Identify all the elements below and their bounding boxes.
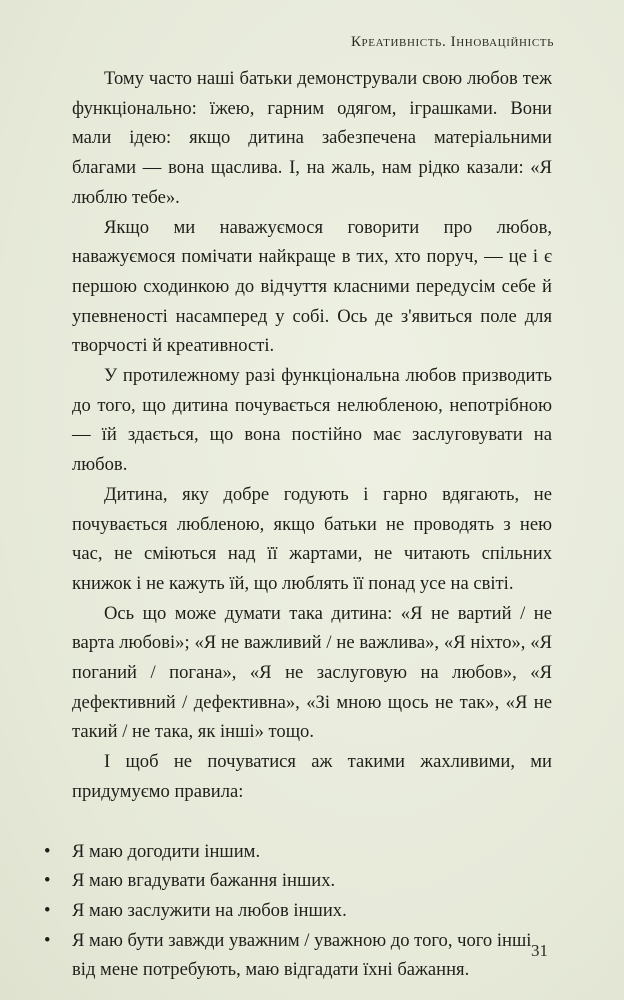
rules-list [44, 837, 552, 986]
paragraph: Дитина, яку добре годують і гарно вдягають, не почувається любленою, якщо батьки не проводять з нею час, не сміються над її жартами, не читають спільних книжок і не кажуть їй, що люблять її понад усе на світі. [72, 483, 552, 594]
list-item [44, 926, 552, 985]
spacer [72, 807, 552, 837]
running-head: Креативність. Інноваційність [350, 34, 554, 50]
main-text [44, 64, 552, 985]
paragraph: І щоб не почуватися аж такими жахливими, ми придумуємо правила: [72, 751, 552, 802]
list-item [44, 837, 552, 867]
paragraph: Якщо ми наважуємося говорити про любов, наважуємося помічати найкраще в тих, хто поруч, — це і є першою сходинкою до відчуття класними передусім себе й упевненості насамперед у собі. Ось де з'явиться поле для творчості й креативності. [72, 216, 552, 357]
list-item-text: Я маю вгадувати бажання інших. [72, 870, 336, 892]
list-item-text: Я маю заслужити на любов інших. [72, 899, 347, 921]
page-number: 31 [531, 941, 548, 960]
bullet-icon: • [44, 840, 51, 862]
bullet-icon: • [44, 870, 51, 892]
paragraph: Тому часто наші батьки демонстрували свою любов теж функціонально: їжею, гарним одягом, іграшками. Вони мали ідею: якщо дитина забезпечена матеріальними благами — вона щаслива. І, на жаль, нам рідко казали: «Я люблю тебе». [72, 68, 552, 208]
bullet-icon: • [44, 929, 51, 951]
list-item [44, 896, 552, 926]
paragraph: Ось що може думати така дитина: «Я не вартий / не варта любові»; «Я не важливий / не важлива», «Я ніхто», «Я поганий / погана», «Я не заслуговую на любов», «Я дефективний / дефективна», «Зі мною щось не так», «Я не такий / не така, як інші» тощо. [72, 602, 552, 743]
list-item-text: Я маю бути завжди уважним / уважною до того, чого інші від мене потребують, маю відгадати їхні бажання. [72, 929, 532, 981]
bullet-icon: • [44, 899, 51, 921]
list-item-text: Я маю догодити іншим. [72, 840, 261, 862]
paragraph: У протилежному разі функціональна любов призводить до того, що дитина почувається нелюбленою, непотрібною — їй здається, що вона постійно має заслуговувати на любов. [72, 365, 552, 476]
list-item [44, 866, 552, 896]
